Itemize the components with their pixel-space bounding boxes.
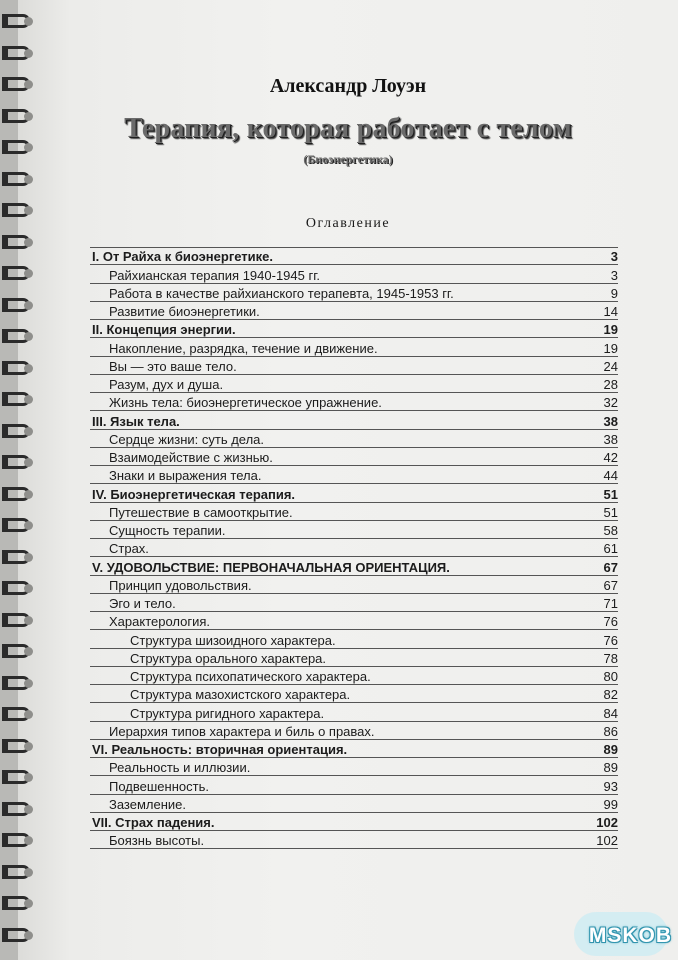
toc-entry-page: 44 — [603, 468, 618, 484]
toc-entry-label: Структура орального характера. — [130, 650, 327, 666]
toc-entry-page: 3 — [610, 267, 618, 283]
binding-hole — [24, 332, 33, 341]
binding-hole — [24, 584, 33, 593]
binding-hole — [24, 301, 33, 310]
toc-section-row — [90, 758, 618, 776]
toc-subsubsection-row — [90, 667, 618, 685]
toc-section-row — [90, 594, 618, 612]
toc-section-row — [90, 466, 618, 484]
toc-entry-page: 51 — [603, 486, 618, 502]
binding-hole — [24, 868, 33, 877]
book-title: Терапия, которая работает с телом — [124, 113, 572, 144]
toc-chapter-row — [90, 813, 618, 831]
toc-entry-label: Эго и тело. — [109, 596, 176, 611]
toc-entry-page: 14 — [603, 304, 618, 319]
toc-subsubsection-row — [90, 649, 618, 667]
toc-entry-page: 76 — [603, 632, 618, 648]
toc-chapter-row — [90, 557, 618, 575]
toc-chapter-row — [90, 484, 618, 502]
toc-entry-label: Структура мазохистского характера. — [130, 687, 351, 703]
book-author: Александр Лоуэн — [269, 75, 427, 97]
toc-entry-page: 19 — [603, 340, 618, 356]
toc-entry-label: Реальность и иллюзии. — [109, 760, 251, 776]
toc-chapter-row — [90, 247, 618, 265]
toc-section-row — [90, 503, 618, 521]
toc-section-row — [90, 539, 618, 557]
binding-hole — [24, 269, 33, 278]
table-of-contents — [90, 247, 618, 849]
toc-entry-page: 93 — [603, 778, 618, 794]
toc-entry-page: 102 — [596, 815, 618, 830]
toc-section-row — [90, 265, 618, 283]
toc-entry-label: Структура ригидного характера. — [130, 705, 325, 721]
toc-entry-label: VII. Страх падения. — [92, 815, 215, 830]
toc-entry-page: 80 — [603, 669, 618, 684]
binding-hole — [24, 679, 33, 688]
toc-entry-page: 76 — [603, 614, 618, 630]
watermark-logo: MSKOB — [588, 924, 672, 947]
toc-entry-page: 89 — [603, 760, 618, 776]
toc-entry-label: Заземление. — [109, 796, 187, 812]
toc-entry-label: Вы — это ваше тело. — [109, 358, 237, 374]
binding-hole — [24, 742, 33, 751]
toc-entry-page: 99 — [603, 796, 618, 812]
toc-entry-page: 67 — [603, 577, 618, 593]
toc-section-row — [90, 393, 618, 411]
binding-hole — [24, 931, 33, 940]
toc-section-row — [90, 338, 618, 356]
toc-entry-label: Боязнь высоты. — [109, 833, 205, 849]
toc-section-row — [90, 576, 618, 594]
toc-section-row — [90, 795, 618, 813]
toc-entry-label: Знаки и выражения тела. — [109, 468, 262, 484]
toc-section-row — [90, 284, 618, 302]
toc-entry-label: Характерология. — [109, 614, 211, 630]
toc-entry-page: 9 — [610, 285, 618, 301]
toc-entry-page: 19 — [603, 322, 618, 338]
binding-hole — [24, 238, 33, 247]
toc-entry-label: Структура психопатического характера. — [130, 669, 371, 684]
toc-chapter-row — [90, 320, 618, 338]
toc-section-row — [90, 375, 618, 393]
toc-entry-page: 71 — [603, 596, 618, 611]
toc-subsubsection-row — [90, 685, 618, 703]
book-page — [18, 0, 678, 960]
toc-entry-label: Развитие биоэнергетики. — [109, 304, 260, 319]
binding-hole — [24, 553, 33, 562]
binding-hole — [24, 616, 33, 625]
toc-entry-page: 67 — [603, 559, 618, 575]
toc-entry-label: III. Язык тела. — [92, 413, 180, 429]
toc-chapter-row — [90, 411, 618, 429]
toc-section-row — [90, 357, 618, 375]
toc-entry-label: Страх. — [109, 541, 149, 557]
toc-section-row — [90, 722, 618, 740]
toc-section-row — [90, 831, 618, 849]
toc-entry-label: IV. Биоэнергетическая терапия. — [92, 486, 296, 502]
binding-hole — [24, 143, 33, 152]
toc-subsubsection-row — [90, 703, 618, 721]
toc-entry-page: 61 — [603, 541, 618, 557]
binding-hole — [24, 206, 33, 215]
binding-hole — [24, 710, 33, 719]
toc-section-row — [90, 448, 618, 466]
binding-hole — [24, 458, 33, 467]
toc-entry-label: Взаимодействие с жизнью. — [109, 450, 273, 465]
toc-section-row — [90, 776, 618, 794]
toc-entry-page: 38 — [603, 431, 618, 447]
book-subtitle: (Биоэнергетика) — [303, 152, 393, 166]
toc-entry-label: Накопление, разрядка, течение и движение. — [109, 340, 378, 356]
binding-hole — [24, 647, 33, 656]
toc-entry-label: I. От Райха к биоэнергетике. — [92, 249, 274, 265]
toc-entry-label: Разум, дух и душа. — [109, 377, 224, 392]
binding-hole — [24, 112, 33, 121]
toc-entry-page: 38 — [603, 413, 618, 429]
toc-entry-page: 86 — [603, 723, 618, 739]
binding-hole — [24, 364, 33, 373]
binding-hole — [24, 521, 33, 530]
toc-entry-page: 42 — [603, 450, 618, 465]
toc-entry-page: 32 — [603, 395, 618, 411]
toc-entry-label: Сердце жизни: суть дела. — [109, 431, 265, 447]
toc-subsubsection-row — [90, 630, 618, 648]
toc-entry-label: Подвешенность. — [109, 778, 209, 794]
toc-entry-page: 51 — [603, 504, 618, 520]
binding-hole — [24, 899, 33, 908]
toc-section-row — [90, 302, 618, 320]
toc-section-row — [90, 612, 618, 630]
toc-entry-label: Структура шизоидного характера. — [130, 632, 336, 648]
toc-entry-label: Путешествие в самооткрытие. — [109, 504, 293, 520]
toc-entry-page: 3 — [610, 249, 618, 265]
toc-section-row — [90, 430, 618, 448]
toc-heading: Оглавление — [305, 216, 391, 231]
toc-entry-label: Работа в качестве райхианского терапевта, 1945-1953 гг. — [109, 285, 454, 301]
toc-entry-page: 58 — [603, 523, 618, 538]
toc-entry-label: Райхианская терапия 1940-1945 гг. — [109, 267, 320, 283]
spiral-binding — [0, 0, 34, 960]
toc-entry-label: Жизнь тела: биоэнергетическое упражнение. — [109, 395, 382, 411]
toc-section-row — [90, 521, 618, 539]
toc-entry-page: 78 — [603, 650, 618, 666]
binding-hole — [24, 80, 33, 89]
binding-hole — [24, 836, 33, 845]
toc-entry-label: V. УДОВОЛЬСТВИЕ: ПЕРВОНАЧАЛЬНАЯ ОРИЕНТАЦИЯ. — [92, 559, 450, 575]
binding-hole — [24, 49, 33, 58]
toc-entry-page: 82 — [603, 687, 618, 703]
toc-entry-label: Сущность терапии. — [109, 523, 226, 538]
binding-hole — [24, 427, 33, 436]
binding-hole — [24, 395, 33, 404]
binding-hole — [24, 175, 33, 184]
binding-hole — [24, 490, 33, 499]
binding-hole — [24, 17, 33, 26]
toc-entry-label: Иерархия типов характера и биль о правах. — [109, 723, 375, 739]
toc-entry-page: 24 — [603, 358, 618, 374]
toc-entry-page: 102 — [596, 833, 618, 849]
toc-entry-page: 89 — [603, 742, 618, 757]
binding-hole — [24, 773, 33, 782]
toc-entry-label: VI. Реальность: вторичная ориентация. — [92, 742, 348, 757]
toc-chapter-row — [90, 740, 618, 758]
binding-hole — [24, 805, 33, 814]
toc-entry-page: 84 — [603, 705, 618, 721]
toc-entry-label: Принцип удовольствия. — [109, 577, 252, 593]
toc-entry-page: 28 — [603, 377, 618, 392]
toc-entry-label: II. Концепция энергии. — [92, 322, 236, 338]
